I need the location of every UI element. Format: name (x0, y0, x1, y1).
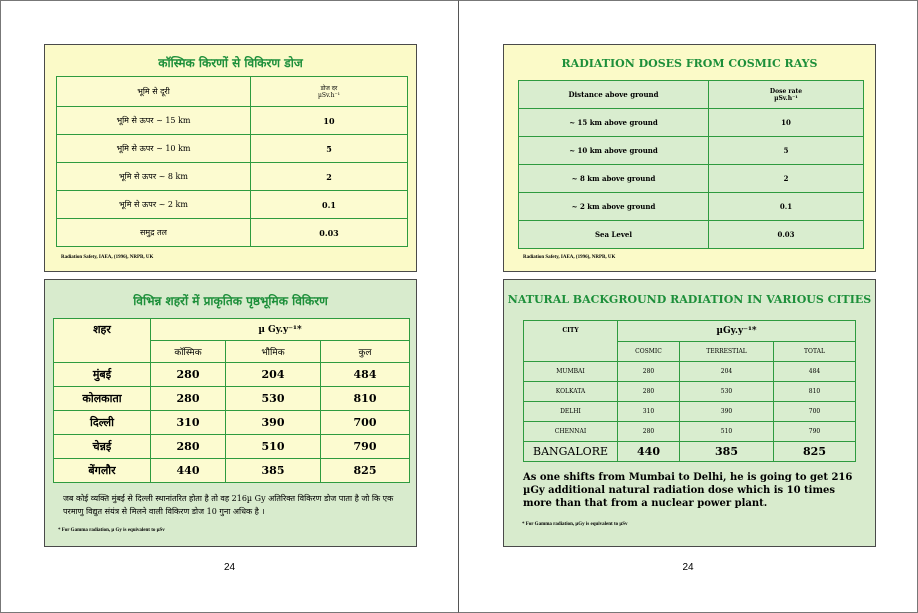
cell-dose: 2 (251, 163, 408, 191)
cell-cosmic: 440 (151, 459, 226, 483)
cell-distance: भूमि से ऊपर ~ 2 km (57, 191, 251, 219)
cell-terrestrial: 390 (226, 411, 321, 435)
header-distance: भूमि से दूरी (57, 77, 251, 107)
cell-terrestrial: 530 (226, 387, 321, 411)
table-row (54, 363, 410, 387)
cell-dose: 10 (251, 107, 408, 135)
cell-terrestrial: 510 (680, 422, 774, 442)
table-row (524, 362, 856, 382)
cell-terrestrial: 204 (680, 362, 774, 382)
header-unit: µ Gy.y⁻¹* (151, 319, 410, 341)
cell-city: दिल्ली (54, 411, 151, 435)
cell-city: MUMBAI (524, 362, 618, 382)
table-row (519, 137, 864, 165)
header-cosmic: COSMIC (618, 342, 680, 362)
cell-terrestrial: 530 (680, 382, 774, 402)
cell-distance: भूमि से ऊपर ~ 15 km (57, 107, 251, 135)
cell-total: 825 (321, 459, 410, 483)
cell-distance: Sea Level (519, 221, 709, 249)
cell-cosmic: 280 (151, 363, 226, 387)
table-header-row (57, 77, 408, 107)
table-row (519, 221, 864, 249)
header-unit: µGy.y⁻¹* (618, 321, 856, 342)
table-header-row (524, 321, 856, 342)
paragraph: As one shifts from Mumbai to Delhi, he is going to get 216 µGy additional natural radiation dose which is 10 times more than that from a nuclear power plant. (523, 472, 853, 509)
cities-radiation-table (53, 318, 410, 483)
header-dose-rate: डोज दर µSv.h⁻¹ (251, 77, 408, 107)
cell-city: CHENNAI (524, 422, 618, 442)
cell-cosmic: 280 (618, 382, 680, 402)
cell-city: मुंबई (54, 363, 151, 387)
page-number: 24 (223, 562, 236, 573)
right-page (459, 0, 918, 613)
table-row (57, 163, 408, 191)
cell-city: KOLKATA (524, 382, 618, 402)
cell-cosmic: 280 (618, 362, 680, 382)
cell-city: कोलकाता (54, 387, 151, 411)
cell-cosmic: 280 (151, 435, 226, 459)
cell-dose: 10 (709, 109, 864, 137)
table-row (524, 442, 856, 462)
cell-cosmic: 310 (618, 402, 680, 422)
slide-title: विभिन्न शहरों में प्राकृतिक पृष्ठभूमिक विकिरण (133, 294, 328, 308)
cell-total: 790 (321, 435, 410, 459)
cell-total: 825 (774, 442, 856, 462)
cell-city: बेंगलौर (54, 459, 151, 483)
cell-cosmic: 280 (618, 422, 680, 442)
header-cosmic: कॉस्मिक (151, 341, 226, 363)
cell-total: 484 (774, 362, 856, 382)
table-row (57, 107, 408, 135)
cities-radiation-table (523, 320, 856, 462)
source-citation: Radiation Safety, IAEA, (1996), NRPB, UK (523, 255, 616, 260)
hindi-cities-slide (44, 279, 417, 547)
header-city: CITY (524, 321, 618, 362)
table-row (54, 435, 410, 459)
footnote: * For Gamma radiation, µGy is equivalent to µSv (522, 522, 628, 527)
cell-distance: भूमि से ऊपर ~ 10 km (57, 135, 251, 163)
cell-terrestrial: 204 (226, 363, 321, 387)
table-row (54, 411, 410, 435)
table-row (54, 459, 410, 483)
table-row (519, 165, 864, 193)
slide-title: कॉस्मिक किरणों से विकिरण डोज (158, 56, 303, 70)
cell-city: DELHI (524, 402, 618, 422)
cell-total: 810 (774, 382, 856, 402)
header-terrestrial: TERRESTIAL (680, 342, 774, 362)
english-cosmic-slide (503, 44, 876, 272)
cell-terrestrial: 390 (680, 402, 774, 422)
cell-cosmic: 280 (151, 387, 226, 411)
header-distance: Distance above ground (519, 81, 709, 109)
source-citation: Radiation Safety, IAEA, (1996), NRPB, UK (61, 255, 154, 260)
table-row (57, 191, 408, 219)
hindi-cosmic-slide (44, 44, 417, 272)
header-city: शहर (54, 319, 151, 363)
cell-dose: 5 (251, 135, 408, 163)
cell-dose: 5 (709, 137, 864, 165)
cell-cosmic: 440 (618, 442, 680, 462)
header-total: कुल (321, 341, 410, 363)
cell-distance: ~ 10 km above ground (519, 137, 709, 165)
cell-total: 484 (321, 363, 410, 387)
cell-distance: ~ 15 km above ground (519, 109, 709, 137)
header-dose-rate: Dose rate µSv.h⁻¹ (709, 81, 864, 109)
cell-distance: ~ 2 km above ground (519, 193, 709, 221)
cell-terrestrial: 510 (226, 435, 321, 459)
cell-cosmic: 310 (151, 411, 226, 435)
table-row (519, 193, 864, 221)
cosmic-dose-table (56, 76, 408, 247)
header-terrestrial: भौमिक (226, 341, 321, 363)
header-total: TOTAL (774, 342, 856, 362)
table-header-row (54, 319, 410, 341)
cell-total: 810 (321, 387, 410, 411)
cell-dose: 0.1 (709, 193, 864, 221)
english-cities-slide (503, 279, 876, 547)
cell-distance: भूमि से ऊपर ~ 8 km (57, 163, 251, 191)
cell-dose: 0.03 (251, 219, 408, 247)
page-number: 24 (682, 562, 694, 573)
cell-distance: ~ 8 km above ground (519, 165, 709, 193)
cell-dose: 2 (709, 165, 864, 193)
cell-distance: समुद्र तल (57, 219, 251, 247)
table-row (524, 382, 856, 402)
table-row (54, 387, 410, 411)
cell-terrestrial: 385 (680, 442, 774, 462)
cell-terrestrial: 385 (226, 459, 321, 483)
cell-total: 700 (774, 402, 856, 422)
paragraph: जब कोई व्यक्ति मुंबई से दिल्ली स्थानांतरित होता है तो वह 216µ Gy अतिरिक्त विकिरण डोज पाता है जो कि एक परमाणु विद्युत संयंत्र से मिलने वाली विकिरण डोज 10 गुना अधिक है । (63, 494, 394, 516)
footnote: * For Gamma radiation, µ Gy is equivalent to µSv (58, 528, 165, 533)
cell-total: 700 (321, 411, 410, 435)
cell-dose: 0.1 (251, 191, 408, 219)
slide-title: NATURAL BACKGROUND RADIATION IN VARIOUS CITIES (507, 293, 872, 306)
table-row (57, 135, 408, 163)
cosmic-dose-table (518, 80, 864, 249)
cell-city: BANGALORE (524, 442, 618, 462)
table-row (524, 422, 856, 442)
table-row (57, 219, 408, 247)
cell-dose: 0.03 (709, 221, 864, 249)
table-row (524, 402, 856, 422)
slide-title: RADIATION DOSES FROM COSMIC RAYS (561, 57, 818, 70)
cell-city: चेन्नई (54, 435, 151, 459)
table-row (519, 109, 864, 137)
table-header-row (519, 81, 864, 109)
cell-total: 790 (774, 422, 856, 442)
